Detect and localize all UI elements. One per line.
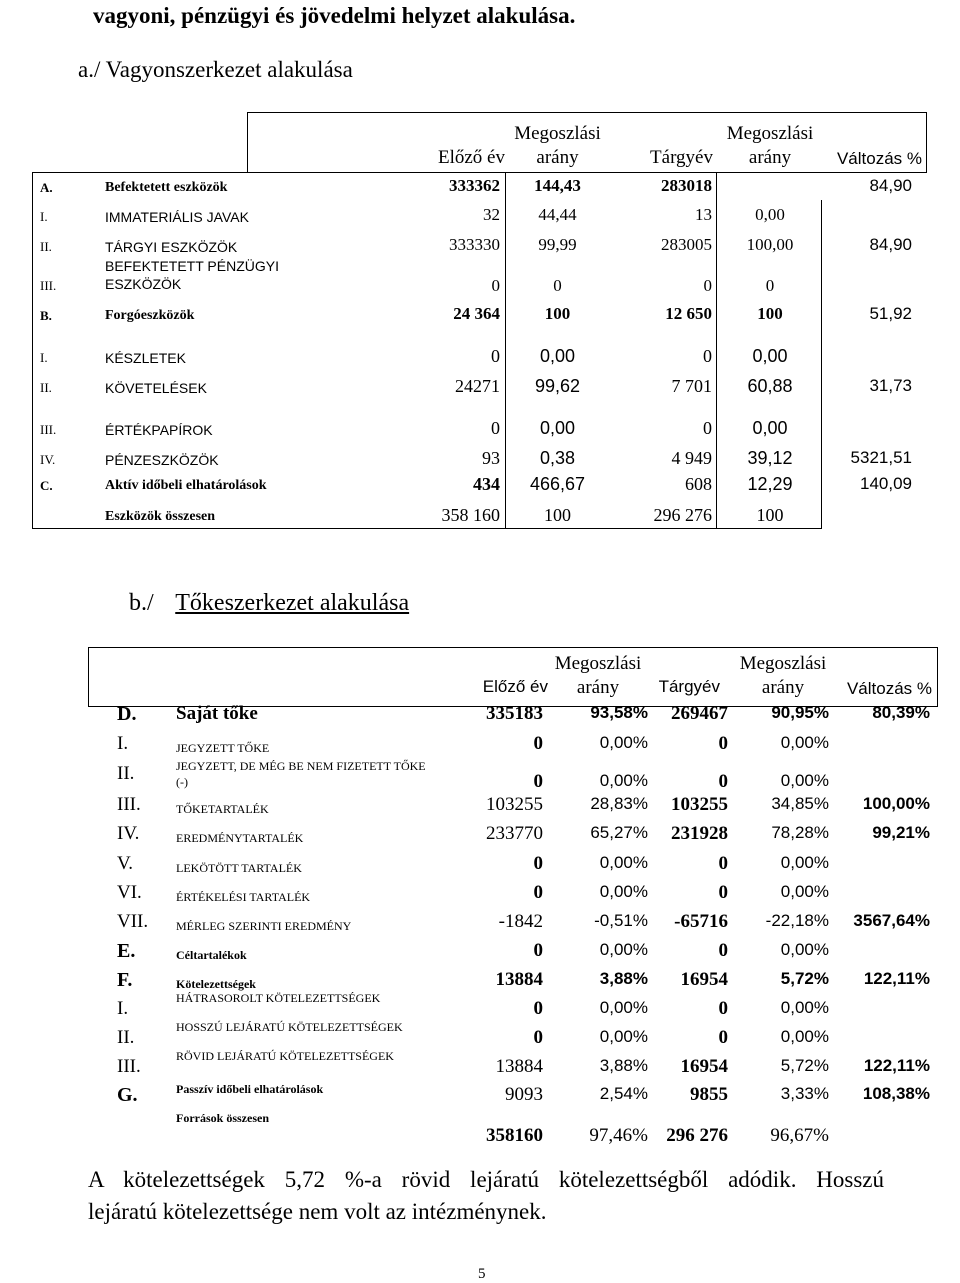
cell-share2: 0,00% xyxy=(780,940,829,959)
cell-share2: 90,95% xyxy=(771,703,829,722)
cell-curr: 0 xyxy=(703,418,712,438)
row-label: Aktív időbeli elhatárolások xyxy=(105,478,267,493)
table-row xyxy=(0,448,960,474)
cell-prev: 0 xyxy=(533,998,543,1019)
table-row xyxy=(0,376,960,402)
cell-share2: 100 xyxy=(756,505,784,525)
row-code: F. xyxy=(117,969,133,991)
cell-prev: 0 xyxy=(491,346,500,366)
cell-share1: 93,58% xyxy=(590,703,648,722)
cell-curr: 0 xyxy=(703,346,712,366)
cell-prev: 0 xyxy=(533,1027,543,1048)
row-label: LEKÖTÖTT TARTALÉK xyxy=(176,861,302,875)
cell-curr: 231928 xyxy=(671,823,728,844)
cell-prev: 9093 xyxy=(505,1084,543,1105)
cell-share2: -22,18% xyxy=(765,911,829,930)
cell-curr: 103255 xyxy=(671,794,728,815)
cell-share1: 0,38 xyxy=(539,448,576,468)
cell-prev: 0 xyxy=(533,771,543,792)
row-label: TÁRGYI ESZKÖZÖK xyxy=(105,239,238,255)
cell-change: 51,92 xyxy=(869,304,912,323)
table-border xyxy=(926,112,927,172)
cell-share2: 100 xyxy=(757,304,783,323)
row-label: MÉRLEG SZERINTI EREDMÉNY xyxy=(176,919,352,933)
table-row xyxy=(0,176,960,202)
column-header-share1: Megoszlási xyxy=(514,123,601,144)
cell-share1: 0,00% xyxy=(599,733,648,752)
cell-prev: 103255 xyxy=(486,794,543,815)
row-code: D. xyxy=(117,703,137,725)
cell-curr: 0 xyxy=(718,853,728,874)
cell-curr: 296 276 xyxy=(653,505,712,525)
row-code: I. xyxy=(117,733,129,754)
cell-share1: 2,54% xyxy=(599,1084,648,1103)
row-label: HOSSZÚ LEJÁRATÚ KÖTELEZETTSÉGEK xyxy=(176,1020,403,1034)
cell-prev: 335183 xyxy=(486,703,543,724)
table-row xyxy=(0,759,960,792)
cell-curr: 0 xyxy=(703,276,712,295)
cell-share1: 97,46% xyxy=(589,1125,648,1146)
row-code: I. xyxy=(40,350,48,365)
row-code: III. xyxy=(40,278,57,293)
row-label: TŐKETARTALÉK xyxy=(176,802,269,816)
table-border xyxy=(88,647,938,648)
cell-share2: 0,00 xyxy=(752,346,788,366)
row-label: Céltartalékok xyxy=(176,948,247,962)
column-header-share2: Megoszlási xyxy=(726,123,814,144)
table-row xyxy=(0,258,960,295)
cell-curr: 0 xyxy=(718,1027,728,1048)
table-row xyxy=(0,304,960,330)
summary-text-line2: lejáratú kötelezettsége nem volt az intézménynek. xyxy=(88,1199,547,1224)
cell-share1: 99,62 xyxy=(534,376,581,396)
cell-change: 84,90 xyxy=(869,235,912,254)
table-row xyxy=(0,1084,960,1112)
cell-curr: 13 xyxy=(695,205,712,224)
row-code: I. xyxy=(40,209,48,224)
cell-change: 31,73 xyxy=(869,376,912,395)
row-code: C. xyxy=(40,478,53,493)
cell-prev: 233770 xyxy=(486,823,543,844)
table-row xyxy=(0,991,960,1026)
row-code: II. xyxy=(117,1027,135,1048)
table-row xyxy=(0,1111,960,1146)
row-label: BEFEKTETETT PÉNZÜGYI xyxy=(105,258,279,274)
row-label: Eszközök összesen xyxy=(105,509,216,524)
cell-share1: 0,00% xyxy=(599,1027,648,1046)
row-label: JEGYZETT, DE MÉG BE NEM FIZETETT TŐKE xyxy=(176,759,426,773)
cell-curr: 0 xyxy=(718,882,728,903)
column-header-change: Változás % xyxy=(846,679,932,698)
row-code: E. xyxy=(117,940,136,962)
section-b-title-text: Tőkeszerkezet alakulása xyxy=(175,590,410,616)
cell-share1: 100 xyxy=(544,304,571,323)
cell-change: 99,21% xyxy=(872,823,930,842)
cell-share1: 99,99 xyxy=(538,235,577,254)
cell-share1: -0,51% xyxy=(594,911,648,930)
cell-share1: 100 xyxy=(544,505,571,525)
cell-share2: 0,00 xyxy=(752,418,788,438)
cell-share2: 0,00% xyxy=(780,882,829,901)
row-label: Saját tőke xyxy=(176,703,258,724)
row-code: III. xyxy=(117,794,141,815)
table-border xyxy=(247,112,927,113)
column-header-curr: Tárgyév xyxy=(658,677,720,696)
cell-share1: 3,88% xyxy=(599,969,648,988)
cell-share2: 78,28% xyxy=(771,823,829,842)
cell-prev: 24 364 xyxy=(453,304,500,323)
cell-curr: 7 701 xyxy=(671,376,712,396)
row-code: I. xyxy=(117,998,129,1019)
table-row xyxy=(0,418,960,444)
table-row xyxy=(0,205,960,231)
column-header-share2-sub: arány xyxy=(748,147,792,168)
cell-share2: 100,00 xyxy=(746,235,794,254)
table-border xyxy=(247,112,248,172)
cell-share1: 0,00% xyxy=(599,771,648,790)
column-header-change: Változás % xyxy=(836,149,922,168)
row-code: IV. xyxy=(40,452,56,467)
cell-share2: 5,72% xyxy=(780,1056,829,1075)
cell-share2: 0,00% xyxy=(780,733,829,752)
row-label: IMMATERIÁLIS JAVAK xyxy=(105,209,249,225)
cell-prev: 0 xyxy=(533,940,543,961)
cell-share1: 466,67 xyxy=(529,474,586,494)
cell-curr: 0 xyxy=(718,998,728,1019)
cell-change: 122,11% xyxy=(863,1056,930,1075)
cell-share1: 0,00% xyxy=(599,853,648,872)
table-row xyxy=(0,882,960,910)
row-code: V. xyxy=(117,853,134,874)
cell-prev: 358 160 xyxy=(441,505,500,525)
cell-share2: 0,00 xyxy=(755,205,785,224)
cell-curr: -65716 xyxy=(674,911,728,932)
cell-share2: 0,00% xyxy=(780,853,829,872)
table-row xyxy=(0,346,960,372)
cell-share2: 3,33% xyxy=(780,1084,829,1103)
row-label: Passzív időbeli elhatárolások xyxy=(176,1082,324,1096)
row-code: IV. xyxy=(117,823,140,844)
cell-prev: 358160 xyxy=(486,1125,543,1146)
page-number: 5 xyxy=(478,1266,486,1282)
row-label: Befektetett eszközök xyxy=(105,180,228,195)
column-header-share2: Megoszlási xyxy=(739,653,827,674)
cell-prev: 24271 xyxy=(455,376,500,396)
table-border xyxy=(937,647,938,707)
table-row xyxy=(0,853,960,881)
cell-prev: 13884 xyxy=(495,1056,543,1077)
cell-change: 122,11% xyxy=(863,969,930,988)
cell-prev: 13884 xyxy=(495,969,543,990)
section-b-prefix: b./ xyxy=(129,590,154,616)
cell-share1: 0 xyxy=(553,276,562,295)
cell-curr: 16954 xyxy=(680,1056,728,1077)
row-label: ÉRTÉKELÉSI TARTALÉK xyxy=(176,890,311,904)
column-header-share1-sub: arány xyxy=(576,677,620,698)
row-label: KÖVETELÉSEK xyxy=(105,380,207,396)
section-a-title: a./ Vagyonszerkezet alakulása xyxy=(78,57,353,82)
cell-curr: 0 xyxy=(718,771,728,792)
cell-share1: 144,43 xyxy=(534,176,581,195)
cell-change: 5321,51 xyxy=(850,448,912,467)
cell-change: 84,90 xyxy=(869,176,912,195)
cell-share1: 0,00 xyxy=(539,346,576,366)
cell-share2: 39,12 xyxy=(747,448,793,468)
cell-share1: 65,27% xyxy=(590,823,648,842)
row-label-line2: ESZKÖZÖK xyxy=(105,276,182,292)
row-label: Források összesen xyxy=(176,1111,269,1125)
cell-share1: 44,44 xyxy=(538,205,577,224)
table-row xyxy=(0,794,960,822)
cell-prev: 333362 xyxy=(449,176,500,195)
cell-curr: 283005 xyxy=(661,235,712,254)
cell-share1: 0,00% xyxy=(599,882,648,901)
column-header-share1-sub: arány xyxy=(536,147,579,168)
cell-share1: 0,00 xyxy=(539,418,576,438)
column-header-prev: Előző év xyxy=(482,677,548,696)
cell-curr: 283018 xyxy=(661,176,712,195)
row-code: A. xyxy=(40,180,53,195)
cell-share2: 96,67% xyxy=(770,1125,829,1146)
cell-change: 3567,64% xyxy=(853,911,930,930)
cell-share2: 0 xyxy=(765,276,775,295)
row-code: VI. xyxy=(117,882,142,903)
cell-share2: 5,72% xyxy=(780,969,829,988)
cell-curr: 12 650 xyxy=(665,304,712,323)
cell-share1: 3,88% xyxy=(599,1056,648,1075)
row-label: EREDMÉNYTARTALÉK xyxy=(176,831,304,845)
cell-prev: 434 xyxy=(473,474,500,494)
table-border xyxy=(88,647,89,707)
row-code: III. xyxy=(117,1056,141,1077)
row-label: RÖVID LEJÁRATÚ KÖTELEZETTSÉGEK xyxy=(176,1049,394,1063)
table-row xyxy=(0,969,960,997)
row-label: PÉNZESZKÖZÖK xyxy=(105,452,219,468)
cell-share1: 0,00% xyxy=(599,998,648,1017)
document-heading: vagyoni, pénzügyi és jövedelmi helyzet alakulása. xyxy=(93,3,576,28)
table-row xyxy=(0,911,960,939)
table-row xyxy=(0,505,960,531)
row-label: Kötelezettségek xyxy=(176,977,256,991)
table-row xyxy=(0,703,960,731)
cell-curr: 9855 xyxy=(690,1084,728,1105)
row-label: JEGYZETT TŐKE xyxy=(176,741,270,755)
cell-curr: 0 xyxy=(718,940,728,961)
row-code: II. xyxy=(40,380,52,395)
cell-curr: 296 276 xyxy=(666,1125,728,1146)
table-row xyxy=(0,733,960,761)
table-row xyxy=(0,823,960,851)
row-code: G. xyxy=(117,1084,138,1106)
cell-share2: 60,88 xyxy=(747,376,793,396)
row-code: II. xyxy=(117,763,135,784)
table-row xyxy=(0,1020,960,1055)
row-label: ÉRTÉKPAPÍROK xyxy=(105,422,213,438)
cell-change: 80,39% xyxy=(872,703,930,722)
cell-change: 140,09 xyxy=(860,474,912,493)
row-code: III. xyxy=(40,422,57,437)
cell-prev: 93 xyxy=(482,448,500,468)
cell-prev: 0 xyxy=(491,276,500,295)
cell-share1: 0,00% xyxy=(599,940,648,959)
column-header-share1: Megoszlási xyxy=(554,653,642,674)
table-row xyxy=(0,940,960,968)
cell-share2: 0,00% xyxy=(780,771,829,790)
summary-text-line1: A kötelezettségek 5,72 %-a rövid lejáratú kötelezettségből adódik. Hosszú xyxy=(88,1167,884,1192)
cell-prev: 0 xyxy=(533,733,543,754)
section-b-title xyxy=(129,590,409,617)
cell-prev: 32 xyxy=(483,205,500,224)
cell-curr: 16954 xyxy=(680,969,728,990)
row-code: II. xyxy=(40,239,52,254)
cell-prev: 0 xyxy=(533,882,543,903)
cell-prev: 0 xyxy=(491,418,500,438)
table-border xyxy=(32,172,927,173)
cell-prev: -1842 xyxy=(498,911,543,932)
column-header-share2-sub: arány xyxy=(761,677,805,698)
table-row xyxy=(0,474,960,500)
column-header-prev: Előző év xyxy=(437,147,505,168)
cell-curr: 608 xyxy=(685,474,712,494)
table-row xyxy=(0,1049,960,1084)
row-code: B. xyxy=(40,308,52,323)
row-label: KÉSZLETEK xyxy=(105,350,186,366)
row-code: VII. xyxy=(117,911,149,932)
cell-curr: 0 xyxy=(718,733,728,754)
cell-share2: 34,85% xyxy=(771,794,829,813)
column-header-curr: Tárgyév xyxy=(650,147,713,168)
cell-change: 108,38% xyxy=(862,1084,930,1103)
row-label: HÁTRASOROLT KÖTELEZETTSÉGEK xyxy=(176,991,381,1005)
cell-change: 100,00% xyxy=(862,794,930,813)
cell-share2: 0,00% xyxy=(780,998,829,1017)
cell-prev: 333330 xyxy=(449,235,500,254)
row-label-line2: (-) xyxy=(176,775,188,789)
cell-share1: 28,83% xyxy=(590,794,648,813)
row-label: Forgóeszközök xyxy=(105,308,195,323)
cell-share2: 0,00% xyxy=(780,1027,829,1046)
cell-curr: 4 949 xyxy=(671,448,712,468)
cell-share2: 12,29 xyxy=(747,474,793,494)
cell-prev: 0 xyxy=(533,853,543,874)
cell-curr: 269467 xyxy=(671,703,728,724)
